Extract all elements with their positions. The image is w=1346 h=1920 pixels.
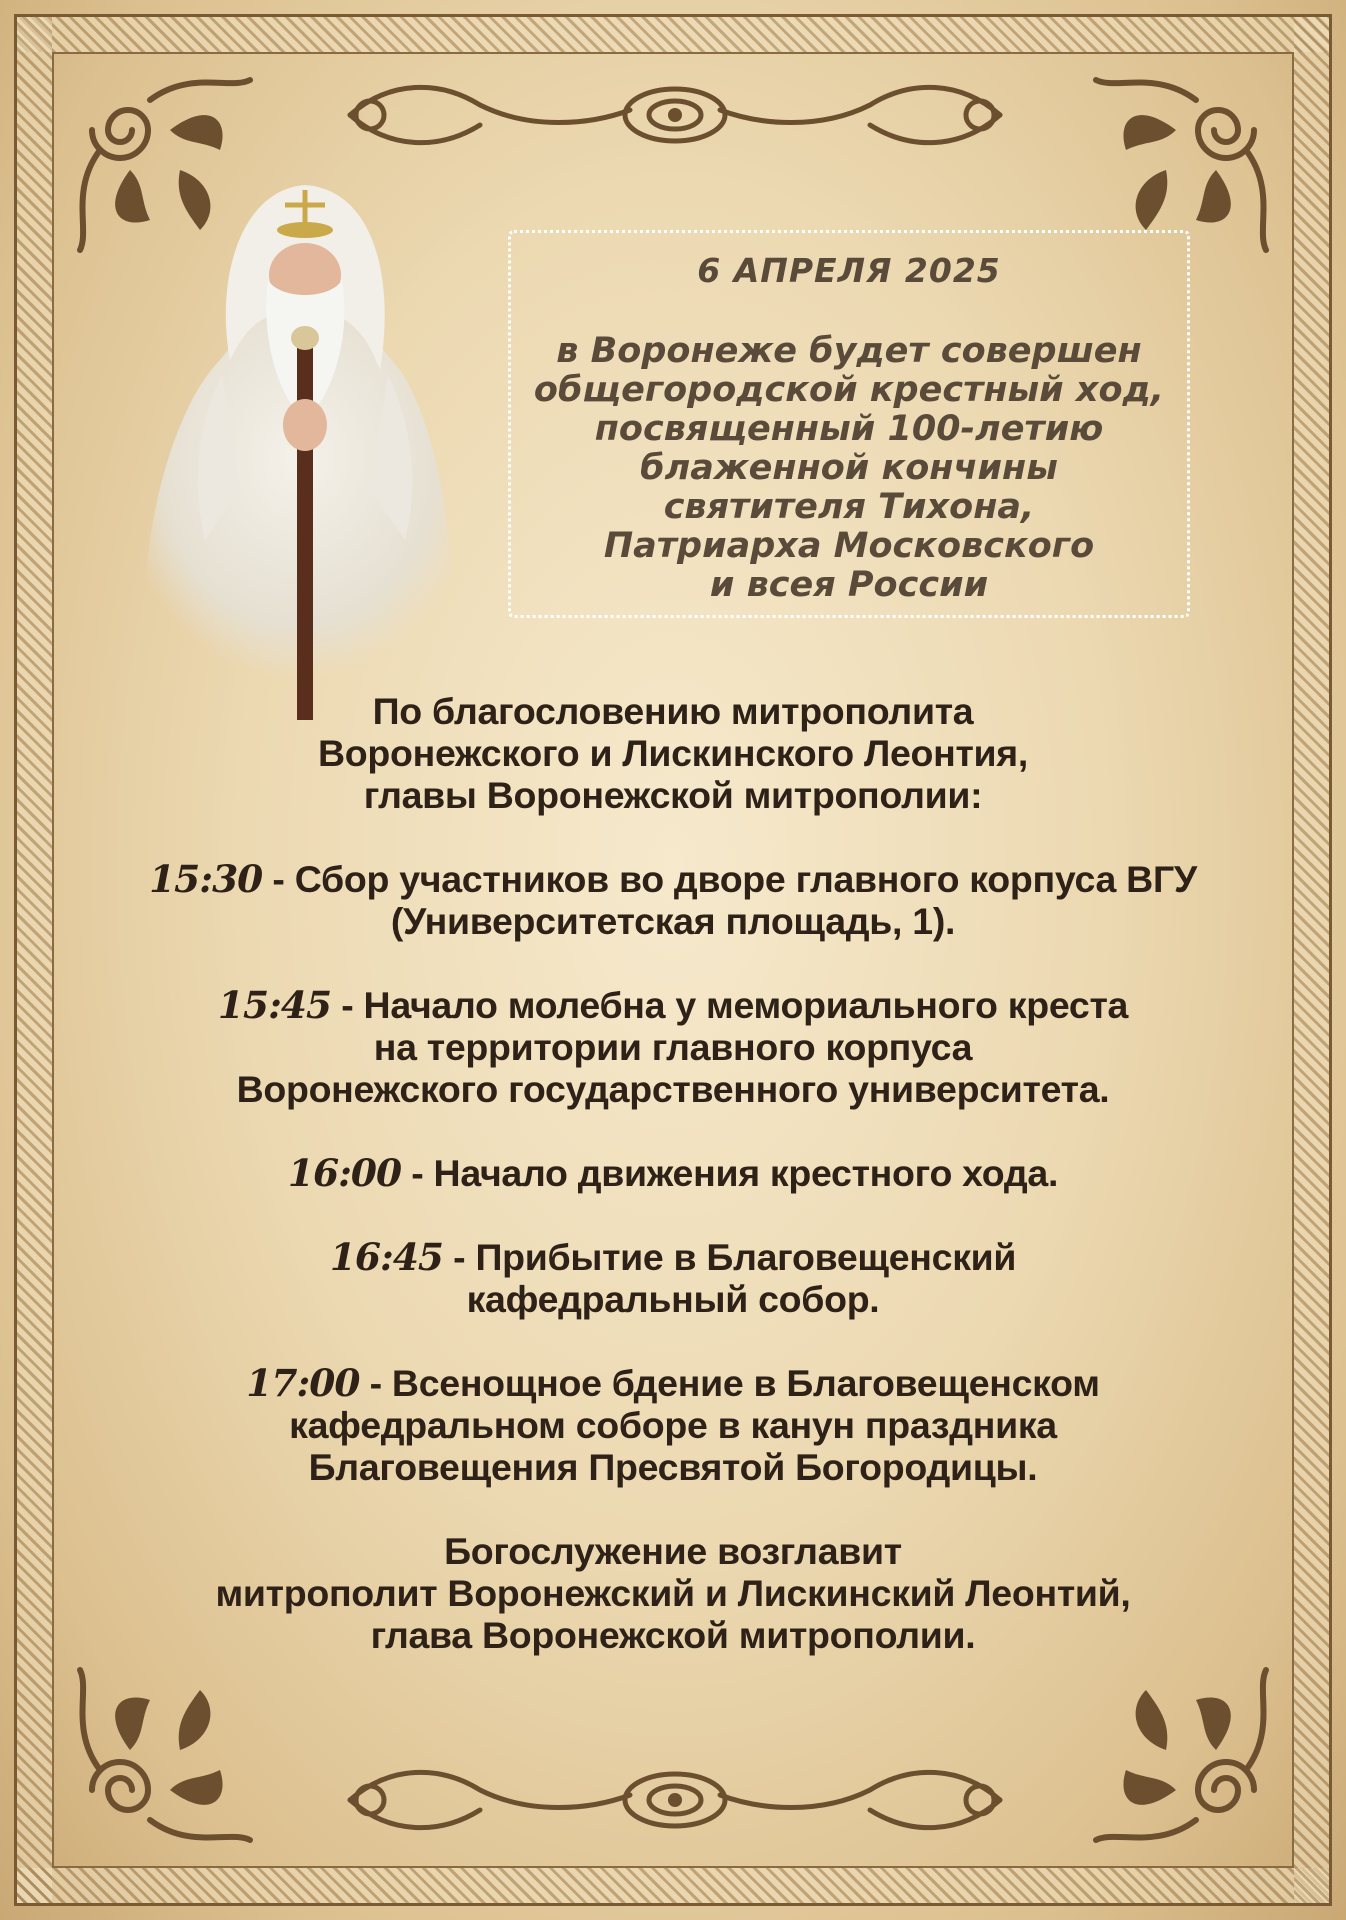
- event-description-line: святителя Тихона,: [663, 487, 1035, 527]
- schedule-text: Благовещения Пресвятой Богородицы.: [308, 1446, 1038, 1488]
- schedule-item: [90, 1152, 1256, 1194]
- event-description-line: посвященный 100-летию: [594, 409, 1104, 449]
- schedule-time: 17:00: [246, 1361, 360, 1405]
- blessing-line: Воронежского и Лискинского Леонтия,: [318, 732, 1028, 774]
- schedule-item: [90, 858, 1256, 942]
- schedule-section: [90, 690, 1256, 1656]
- schedule-item: [90, 1236, 1256, 1320]
- schedule-item: [90, 1362, 1256, 1488]
- event-date: 6 АПРЕЛЯ 2025: [697, 251, 1001, 290]
- corner-ornament-bottom-right-icon: [1086, 1660, 1286, 1860]
- schedule-text: - Прибытие в Благовещенский: [453, 1236, 1017, 1278]
- closing-line: митрополит Воронежский и Лискинский Леонтий,: [215, 1572, 1131, 1614]
- event-description-line: и всея России: [709, 565, 989, 605]
- closing-text: [90, 1530, 1256, 1656]
- corner-ornament-bottom-left-icon: [60, 1660, 260, 1860]
- schedule-text: (Университетская площадь, 1).: [390, 900, 956, 942]
- schedule-item: [90, 984, 1256, 1110]
- schedule-text: - Всенощное бдение в Благовещенском: [369, 1362, 1100, 1404]
- blessing-text: [90, 690, 1256, 816]
- bottom-divider-ornament-icon: [330, 1755, 1020, 1845]
- schedule-time: 15:45: [217, 983, 332, 1027]
- event-description-line: блаженной кончины: [640, 448, 1058, 488]
- event-description-line: в Воронеже будет совершен: [556, 331, 1142, 371]
- schedule-text: - Начало движения крестного хода.: [411, 1152, 1059, 1194]
- schedule-time: 16:45: [329, 1235, 444, 1279]
- closing-line: глава Воронежской митрополии.: [370, 1614, 976, 1656]
- event-description-line: Патриарха Московского: [603, 526, 1095, 566]
- blessing-line: главы Воронежской митрополии:: [363, 774, 983, 816]
- event-description: [511, 332, 1187, 605]
- blessing-line: По благословению митрополита: [372, 690, 974, 732]
- event-description-line: общегородской крестный ход,: [533, 370, 1165, 410]
- event-announcement-box: [508, 230, 1190, 618]
- schedule-time: 15:30: [149, 857, 263, 901]
- schedule-text: - Сбор участников во дворе главного корпуса ВГУ: [272, 858, 1197, 900]
- schedule-text: кафедральном соборе в канун праздника: [289, 1404, 1057, 1446]
- schedule-time: 16:00: [287, 1151, 402, 1195]
- schedule-text: кафедральный собор.: [466, 1278, 880, 1320]
- schedule-text: на территории главного корпуса: [373, 1026, 973, 1068]
- patriarch-portrait-icon: [110, 160, 490, 720]
- schedule-text: - Начало молебна у мемориального креста: [341, 984, 1129, 1026]
- top-divider-ornament-icon: [330, 70, 1020, 160]
- closing-line: Богослужение возглавит: [444, 1530, 902, 1572]
- schedule-text: Воронежского государственного университета.: [236, 1068, 1110, 1110]
